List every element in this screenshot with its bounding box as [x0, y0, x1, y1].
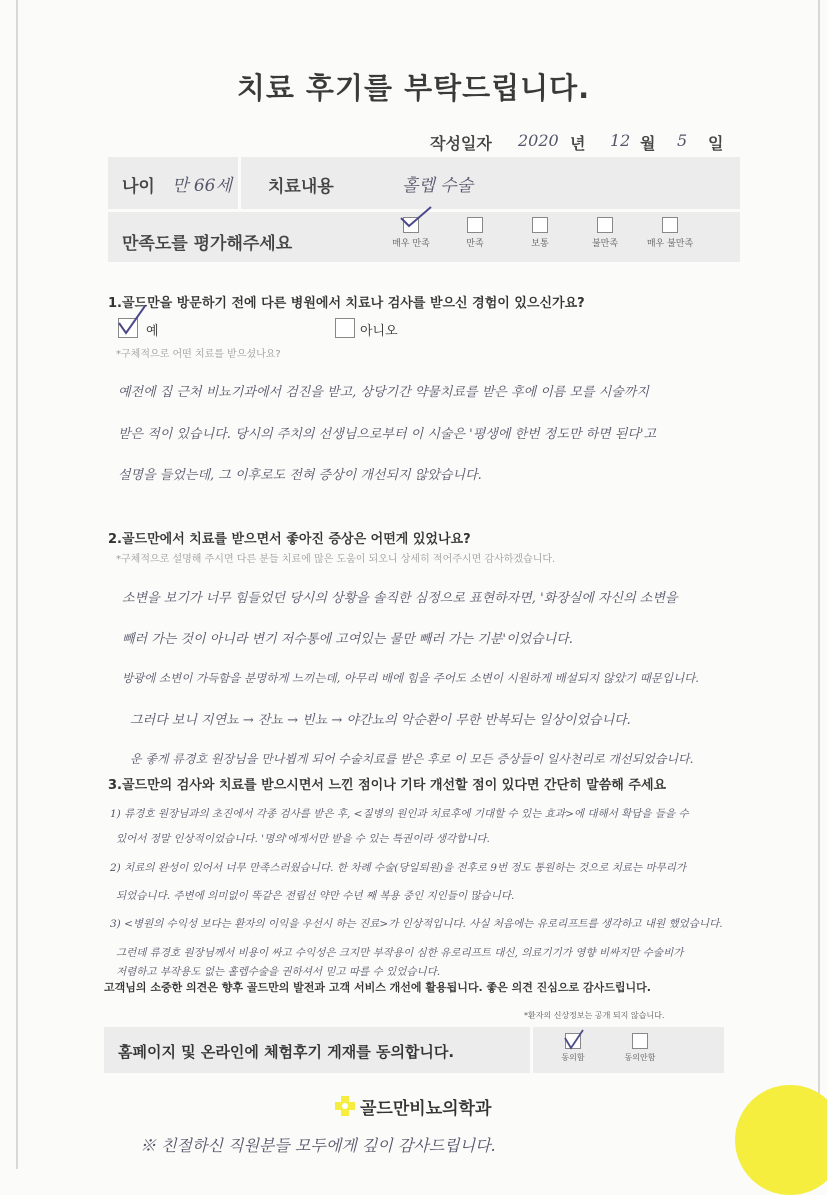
check-mark-icon	[116, 303, 148, 337]
satisfaction-option-neutral[interactable]	[505, 217, 575, 249]
checkbox[interactable]	[662, 217, 678, 233]
satisfaction-option-dissatisfied[interactable]	[570, 217, 640, 249]
checkbox[interactable]	[597, 217, 613, 233]
check-mark-icon	[398, 204, 434, 230]
q3-answer-line: 그런데 류경호 원장님께서 비용이 싸고 수익성은 크지만 부작용이 심한 유로리프트 대신, 의료기기가 영향 비싸지만 수술비가	[116, 947, 684, 959]
treatment-label: 치료내용	[268, 177, 334, 197]
check-mark-icon	[562, 1028, 586, 1052]
consent-agree-label: 동의함	[561, 1053, 585, 1062]
q2-hint: *구체적으로 설명해 주시면 다른 분들 치료에 많은 도움이 되오니 상세히 적어주시면 감사하겠습니다.	[116, 554, 556, 565]
q1-no-label: 아니오	[360, 324, 398, 339]
closing-note: 고객님의 소중한 의견은 향후 골드만의 발전과 고객 서비스 개선에 활용됩니다. 좋은 의견 진심으로 감사드립니다.	[104, 981, 651, 994]
checkbox[interactable]	[632, 1033, 648, 1049]
age-label: 나이	[122, 177, 155, 197]
consent-disagree-option[interactable]	[610, 1033, 670, 1063]
consent-text: 홈페이지 및 온라인에 체험후기 게재를 동의합니다.	[118, 1043, 455, 1061]
q1-answer-line: 설명을 들었는데, 그 이후로도 전혀 증상이 개선되지 않았습니다.	[118, 468, 482, 483]
q3-answer-line: 3) <병원의 수익성 보다는 환자의 이익을 우선시 하는 진료>가 인상적입니다. 사실 처음에는 유로리프트를 생각하고 내원 했었습니다.	[110, 918, 723, 930]
treatment-value: 홀렙 수술	[402, 176, 474, 196]
q2-answer-line: 빼러 가는 것이 아니라 변기 저수통에 고여있는 물만 빼러 가는 기분'이었습니다.	[122, 632, 573, 647]
checkbox[interactable]	[467, 217, 483, 233]
clinic-logo-icon	[334, 1095, 356, 1117]
age-value: 만 66세	[172, 176, 232, 196]
q3-answer-line: 되었습니다. 주변에 의미없이 똑같은 전립선 약만 수년 째 복용 중인 지인들이 많습니다.	[116, 890, 515, 902]
form-title: 치료 후기를 부탁드립니다.	[236, 71, 591, 105]
decorative-sun	[735, 1085, 827, 1195]
q3-answer-line: 저렴하고 부작용도 없는 홀렙수술을 권하셔서 믿고 따를 수 있었습니다.	[116, 966, 441, 978]
q1-yes-label: 예	[146, 324, 159, 339]
date-year: 2020	[518, 131, 559, 150]
satisfaction-option-label: 만족	[466, 239, 484, 249]
satisfaction-option-label: 보통	[531, 239, 549, 249]
q1-answer-line: 받은 적이 있습니다. 당시의 주치의 선생님으로부터 이 시술은 '평생에 한번 정도만 하면 된다'고	[118, 427, 657, 442]
satisfaction-option-very-dissatisfied[interactable]	[635, 217, 705, 249]
page-border-right	[818, 0, 820, 1169]
checkbox[interactable]	[532, 217, 548, 233]
date-year-unit: 년	[570, 134, 586, 153]
q1-hint: *구체적으로 어떤 치료를 받으셨나요?	[116, 349, 281, 360]
date-label: 작성일자	[430, 134, 492, 153]
satisfaction-option-label: 매우 만족	[392, 239, 430, 249]
q2-answer-line: 소변을 보기가 너무 힘들었던 당시의 상황을 솔직한 심정으로 표현하자면, '화장실에 자신의 소변을	[122, 591, 678, 606]
satisfaction-option-label: 매우 불만족	[646, 239, 694, 249]
page-border-left	[16, 0, 18, 1169]
date-day: 5	[677, 131, 688, 150]
q3-answer-line: 있어서 정말 인상적이었습니다. '명의'에게서만 받을 수 있는 특권이라 생각합니다.	[116, 833, 490, 845]
q3-answer-line: 2) 치료의 완성이 있어서 너무 만족스러웠습니다. 한 차례 수술(당일퇴원)을 전후로 9번 정도 통원하는 것으로 치료는 마무리가	[110, 862, 687, 874]
consent-divider	[530, 1027, 533, 1073]
question-1: 1.골드만을 방문하기 전에 다른 병원에서 치료나 검사를 받으신 경험이 있으신가요?	[108, 296, 585, 311]
date-month: 12	[610, 131, 631, 150]
q1-no-checkbox[interactable]	[335, 318, 355, 338]
question-3: 3.골드만의 검사와 치료를 받으시면서 느낀 점이나 기타 개선할 점이 있다면 간단히 말씀해 주세요	[108, 778, 667, 793]
row-divider	[238, 157, 241, 209]
q2-answer-line: 그러다 보니 지연뇨 → 잔뇨 → 빈뇨 → 야간뇨의 악순환이 무한 반복되는 일상이었습니다.	[130, 713, 631, 728]
date-day-unit: 일	[708, 134, 724, 153]
handwritten-thanks: ※ 친절하신 직원분들 모두에게 깊이 감사드립니다.	[140, 1136, 496, 1155]
satisfaction-option-satisfied[interactable]	[440, 217, 510, 249]
satisfaction-label: 만족도를 평가해주세요	[122, 234, 293, 254]
q3-answer-line: 1) 류경호 원장님과의 초진에서 각종 검사를 받은 후, <질병의 원인과 치료후에 기대할 수 있는 효과>에 대해서 확답을 들을 수	[110, 808, 689, 820]
q2-answer-line: 방광에 소변이 가득함을 분명하게 느끼는데, 아무리 배에 힘을 주어도 소변이 시원하게 배설되지 않았기 때문입니다.	[122, 671, 699, 685]
satisfaction-option-label: 불만족	[591, 239, 619, 249]
consent-disagree-label: 동의안함	[624, 1053, 656, 1062]
date-month-unit: 월	[640, 134, 656, 153]
privacy-note: *환자의 신상정보는 공개 되지 않습니다.	[524, 1011, 665, 1020]
question-2: 2.골드만에서 치료를 받으면서 좋아진 증상은 어떤게 있었나요?	[108, 532, 471, 547]
clinic-name: 골드만비뇨의학과	[360, 1099, 492, 1119]
q2-answer-line: 운 좋게 류경호 원장님을 만나뵙게 되어 수술치료를 받은 후로 이 모든 증상들이 일사천리로 개선되었습니다.	[130, 752, 694, 766]
q1-answer-line: 예전에 집 근처 비뇨기과에서 검진을 받고, 상당기간 약물치료를 받은 후에 이름 모를 시술까지	[118, 385, 649, 400]
